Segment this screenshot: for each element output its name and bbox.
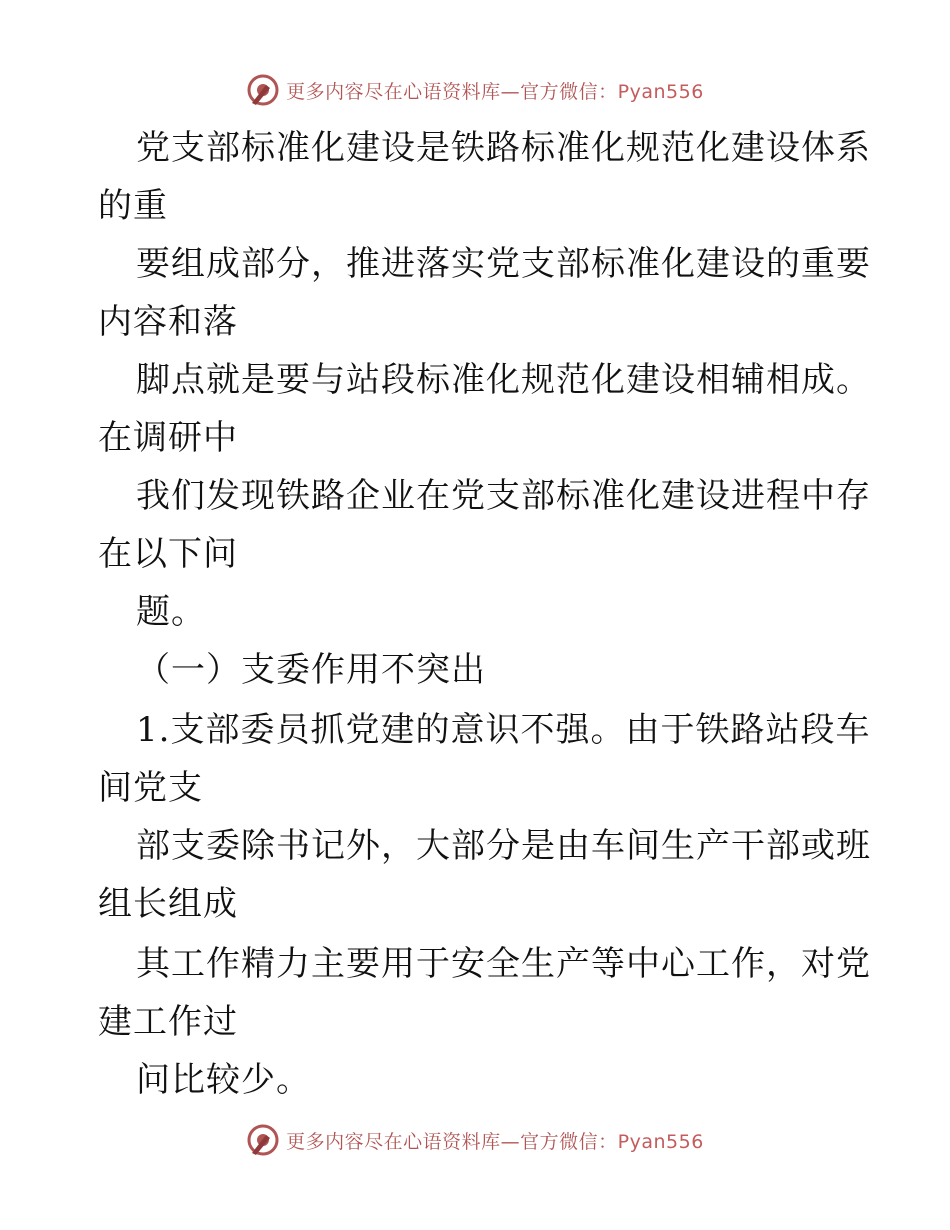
text-line: 建工作过: [98, 1002, 238, 1042]
text-line: 1.支部委员抓党建的意识不强。由于铁路站段车: [136, 710, 871, 750]
text-line: 我们发现铁路企业在党支部标准化建设进程中存: [136, 476, 871, 516]
text-line: 要组成部分，推进落实党支部标准化建设的重要: [136, 244, 871, 284]
header-watermark: [0, 70, 950, 110]
text-line: 部支委除书记外，大部分是由车间生产干部或班: [136, 826, 871, 866]
watermark-text: 更多内容尽在心语资料库—官方微信：Pyan556: [286, 80, 704, 103]
text-line: 在调研中: [98, 418, 238, 458]
watermark-id: Pyan556: [617, 80, 704, 103]
text-line: 问比较少。: [136, 1060, 311, 1100]
text-line: 组长组成: [98, 884, 238, 924]
text-line: 的重: [98, 186, 168, 226]
text-line: 其工作精力主要用于安全生产等中心工作，对党: [136, 944, 871, 984]
watermark-id: Pyan556: [617, 1130, 704, 1153]
text-line: 间党支: [98, 768, 203, 808]
text-line: 题。: [136, 592, 206, 632]
pen-seal-logo-icon: [246, 73, 280, 107]
text-line: 内容和落: [98, 302, 238, 342]
section-heading: （一）支委作用不突出: [136, 650, 486, 690]
text-line: 在以下问: [98, 534, 238, 574]
pen-seal-logo-icon: [246, 1123, 280, 1157]
text-line: 脚点就是要与站段标准化规范化建设相辅相成。: [136, 360, 871, 400]
text-line: 党支部标准化建设是铁路标准化规范化建设体系: [136, 128, 871, 168]
footer-watermark: [0, 1120, 950, 1160]
watermark-text: 更多内容尽在心语资料库—官方微信：Pyan556: [286, 1130, 704, 1153]
